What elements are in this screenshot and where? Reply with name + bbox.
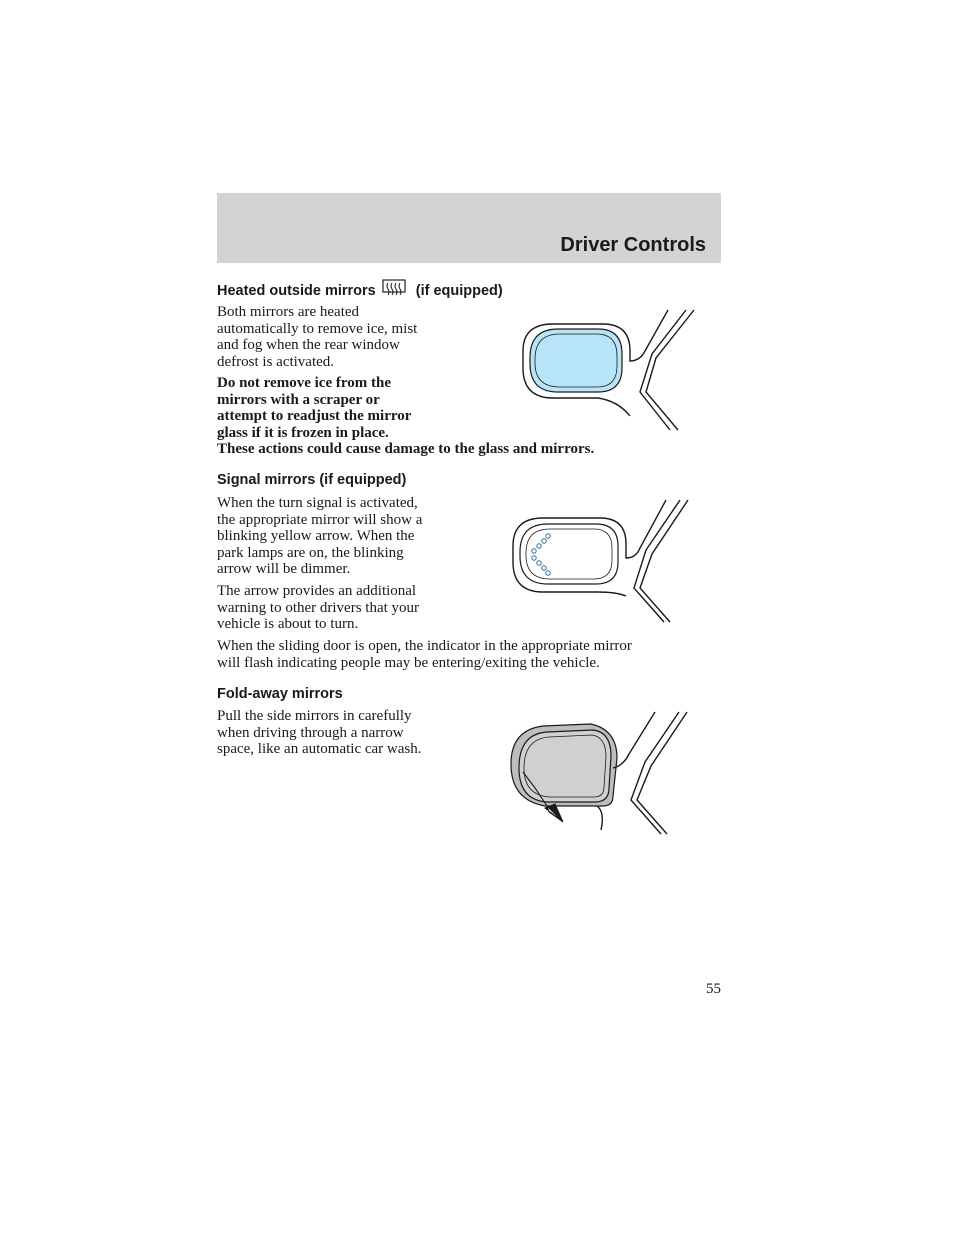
text-line: When the turn signal is activated, [217,495,418,511]
page-header-title: Driver Controls [560,234,706,256]
text-line: attempt to readjust the mirror [217,408,412,424]
signal-lamp-dot [542,539,546,543]
text-line: the appropriate mirror will show a [217,511,423,528]
text-line: mirrors with a scraper or [217,391,380,408]
rear-defrost-icon [382,279,406,303]
signal-paragraph-2 [217,583,419,633]
text-line: and fog when the rear window [217,337,400,353]
text-line: automatically to remove ice, mist [217,320,418,337]
page-number: 55 [706,981,721,997]
text-line: When the sliding door is open, the indicator in the appropriate mirror [217,638,632,654]
text-line: warning to other drivers that your [217,599,420,616]
text-line: The arrow provides an additional [217,583,417,599]
signal-lamp-dot [546,534,550,538]
text-line: when driving through a narrow [217,724,404,741]
heated-body [217,304,417,370]
text-line: arrow will be dimmer. [217,561,351,577]
signal-mirror-illustration [508,496,693,628]
text-line: Pull the side mirrors in carefully [217,708,412,724]
fold-away-mirrors-heading: Fold-away mirrors [217,686,343,702]
header-band [217,193,721,263]
signal-lamp-dot [542,566,546,570]
signal-paragraph-3 [217,638,632,671]
text-line: glass if it is frozen in place. [217,424,389,441]
text-line: will flash indicating people may be entering/exiting the vehicle. [217,654,600,671]
text-line: blinking yellow arrow. When the [217,528,415,544]
signal-lamp-dot [537,544,541,548]
text-line: space, like an automatic car wash. [217,741,422,757]
text-line: defrost is activated. [217,353,335,370]
signal-mirrors-heading: Signal mirrors (if equipped) [217,472,407,488]
signal-lamp-dot [532,549,536,553]
fold-arrow-icon [545,804,563,822]
text-line: vehicle is about to turn. [217,616,359,632]
heated-mirrors-heading [217,279,503,303]
text-line: Both mirrors are heated [217,304,360,320]
signal-lamp-dot [537,561,541,565]
signal-paragraph-1 [217,495,422,578]
text-line: These actions could cause damage to the glass and mirrors. [217,441,595,457]
heated-heading-suffix: (if equipped) [415,283,503,299]
fold-away-mirror-illustration [505,708,695,838]
heated-mirror-illustration [518,306,698,436]
fold-away-body [217,708,422,758]
signal-lamp-dot [532,556,536,560]
text-line: Do not remove ice from the [217,375,391,391]
signal-lamp-dot [546,571,550,575]
heated-heading-main: Heated outside mirrors [217,283,376,299]
text-line: park lamps are on, the blinking [217,544,404,561]
